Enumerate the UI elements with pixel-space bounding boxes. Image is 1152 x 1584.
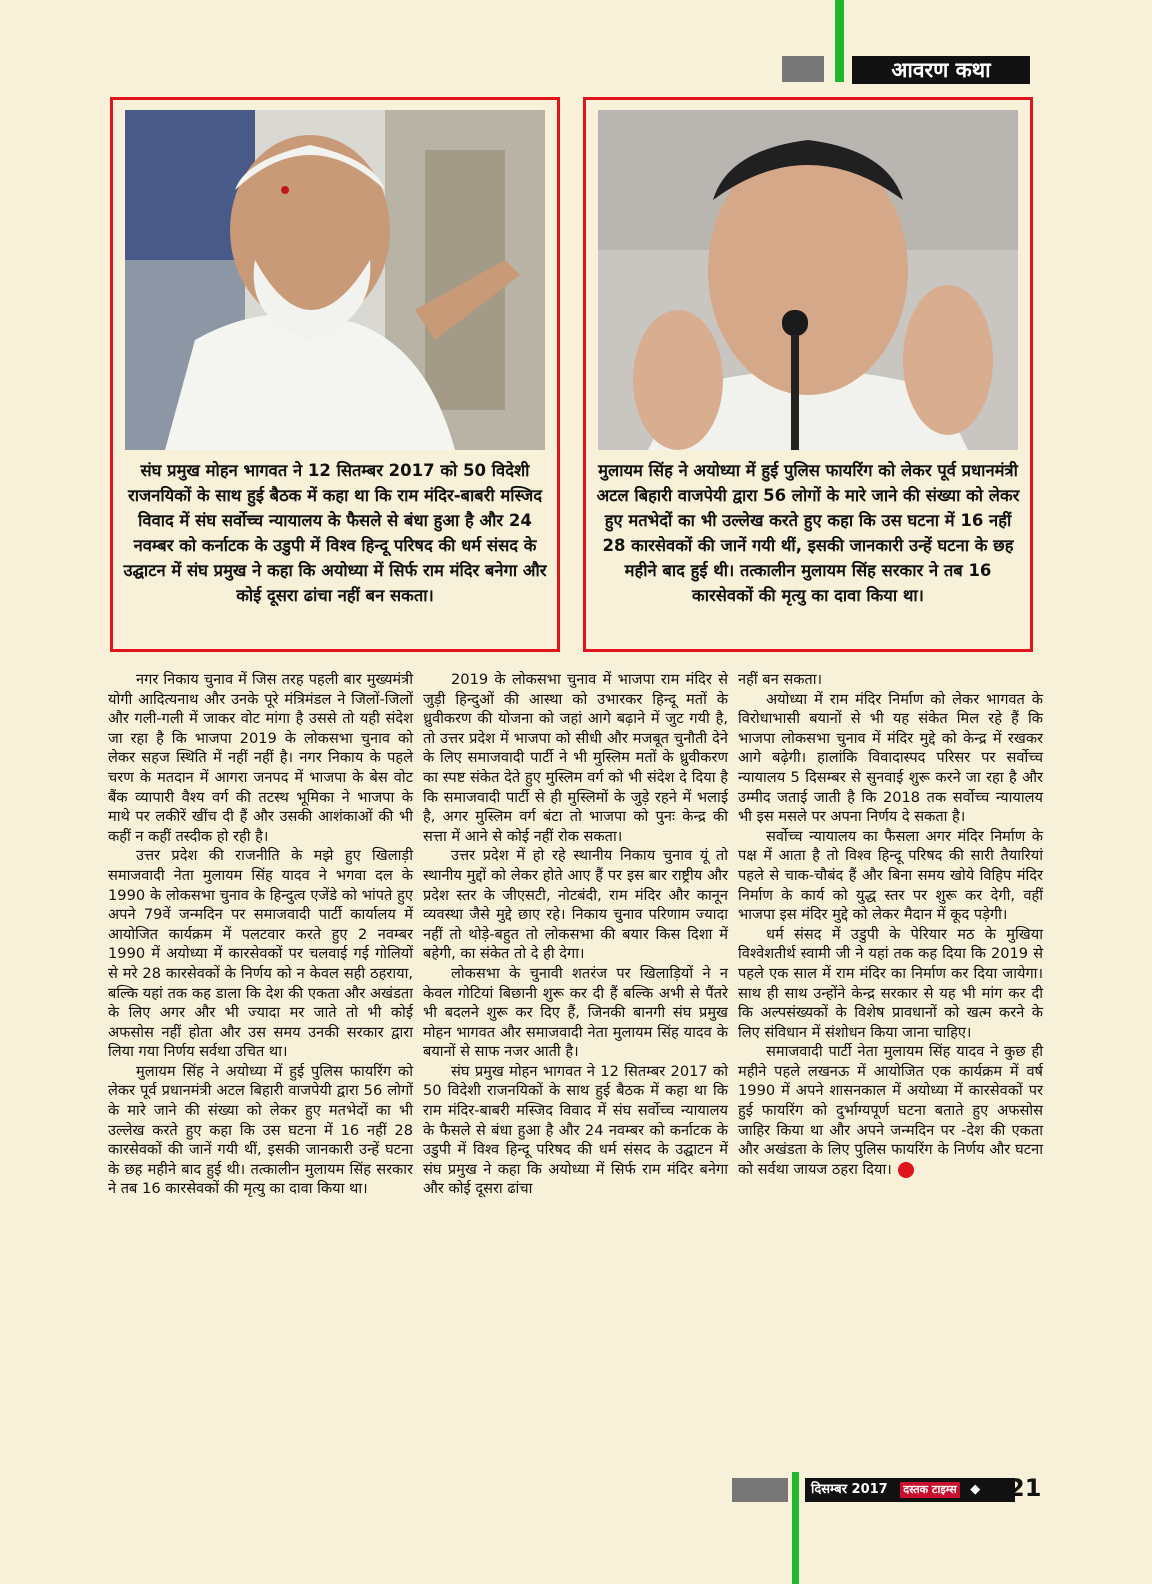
paragraph: संघ प्रमुख मोहन भागवत ने 12 सितम्बर 2017 को 50 विदेशी राजनयिकों के साथ हुई बैठक में कहा था कि राम मंदिर-बाबरी मस्जिद विवाद में संघ सर्वोच्च न्यायालय के फैसले से बंधा हुआ है और 24 नवम्बर को कर्नाटक के उडुपी में विश्व हिन्दू परिषद की धर्म संसद के उद्घाटन में संघ प्रमुख ने कहा कि अयोध्या में सिर्फ राम मंदिर बनेगा और कोई दूसरा ढांचा xyxy=(423,1062,728,1198)
article-column-1 xyxy=(108,670,413,1199)
footer-month: दिसम्बर 2017 xyxy=(811,1482,888,1497)
header-green-rule xyxy=(835,0,844,82)
diamond-icon: ◆ xyxy=(970,1482,981,1497)
paragraph-continued: नहीं बन सकता। xyxy=(738,671,823,688)
article-column-3 xyxy=(738,670,1043,1179)
paragraph: अयोध्या में राम मंदिर निर्माण को लेकर भागवत के विरोधाभासी बयानों से भी यह संकेत मिल रहे हैं कि भाजपा लोकसभा चुनाव में मंदिर मुद्दे को केन्द्र में रखकर आगे बढ़ेगी। हालांकि विवादास्पद परिसर पर सर्वोच्च न्यायालय 5 दिसम्बर से सुनवाई शुरू करने जा रहा है और उम्मीद जताई जाती है कि 2018 तक सर्वोच्च न्यायालय भी इस मसले पर अपना निर्णय दे सकता है। xyxy=(738,690,1043,826)
footer-gray-block xyxy=(732,1478,788,1502)
header-gray-block xyxy=(782,56,824,82)
caption-mulayam: मुलायम सिंह ने अयोध्या में हुई पुलिस फायरिंग को लेकर पूर्व प्रधानमंत्री अटल बिहारी वाजपेयी द्वारा 56 लोगों के मारे जाने की संख्या को लेकर हुए मतभेदों का भी उल्लेख करते हुए कहा कि उस घटना में 16 नहीं 28 कारसेवकों की जानें गयी थीं, इसकी जानकारी उन्हें घटना के छह महीने बाद हुई थी। तत्कालीन मुलायम सिंह सरकार ने तब 16 कारसेवकों की मृत्यु का दावा किया था। xyxy=(596,461,1020,605)
paragraph: 2019 के लोकसभा चुनाव में भाजपा राम मंदिर से जुड़ी हिन्दुओं की आस्था को उभारकर हिन्दू मतों के ध्रुवीकरण की योजना को जहां आगे बढ़ाने में जुट गयी है, तो उत्तर प्रदेश में भाजपा को सीधी और मजबूत चुनौती देने के लिए समाजवादी पार्टी ने भी मुस्लिम मतों के ध्रुवीकरण का स्पष्ट संकेत देते हुए मुस्लिम वर्ग को भी संदेश दे दिया है कि समाजवादी पार्टी से ही मुस्लिमों के जुड़े रहने में भलाई है, अगर मुस्लिम वर्ग बंटा तो भाजपा को पुनः केन्द्र की सत्ता में आने से कोई नहीं रोक सकता। xyxy=(423,671,728,845)
photo-box-mulayam xyxy=(583,97,1033,652)
photo-bhagwat xyxy=(125,110,545,450)
section-title: आवरण कथा xyxy=(852,56,1030,84)
paragraph: उत्तर प्रदेश में हो रहे स्थानीय निकाय चुनाव यूं तो स्थानीय मुद्दों को लेकर होते आए हैं पर इस बार राष्ट्रीय और प्रदेश स्तर के जीएसटी, नोटबंदी, राम मंदिर और कानून व्यवस्था जैसे मुद्दे छाए रहे। निकाय चुनाव परिणाम ज्यादा नहीं तो थोड़े-बहुत तो लोकसभा की बयार किस दिशा में बहेगी, का संकेत तो दे ही देगा। xyxy=(423,847,728,963)
magazine-logo: दस्तक टाइम्स xyxy=(900,1482,959,1498)
end-mark-icon xyxy=(898,1162,914,1178)
article-column-2 xyxy=(423,670,728,1199)
photo-mulayam xyxy=(598,110,1018,450)
caption-bhagwat: संघ प्रमुख मोहन भागवत ने 12 सितम्बर 2017 को 50 विदेशी राजनयिकों के साथ हुई बैठक में कहा था कि राम मंदिर-बाबरी मस्जिद विवाद में संघ सर्वोच्च न्यायालय के फैसले से बंधा हुआ है और 24 नवम्बर को कर्नाटक के उडुपी में विश्व हिन्दू परिषद की धर्म संसद के उद्घाटन में संघ प्रमुख ने कहा कि अयोध्या में सिर्फ राम मंदिर बनेगा और कोई दूसरा ढांचा नहीं बन सकता। xyxy=(123,461,547,605)
paragraph-final-text: समाजवादी पार्टी नेता मुलायम सिंह यादव ने कुछ ही महीने पहले लखनऊ में आयोजित एक कार्यक्रम में वर्ष 1990 में अपने शासनकाल में अयोध्या में कारसेवकों पर हुई फायरिंग को दुर्भाग्यपूर्ण घटना बताते हुए अफसोस जाहिर किया था और अपने जन्मदिन पर -देश की एकता और अखंडता के लिए पुलिस फायरिंग के निर्णय और घटना को सर्वथा जायज ठहरा दिया। xyxy=(738,1043,1043,1178)
paragraph-final xyxy=(738,1042,1043,1179)
paragraph: धर्म संसद में उडुपी के पेरियार मठ के मुखिया विश्वेशतीर्थ स्वामी जी ने यहां तक कह दिया कि 2019 से पहले एक साल में राम मंदिर का निर्माण कर दिया जायेगा। साथ ही साथ उन्होंने केन्द्र सरकार से यह भी मांग कर दी कि अल्पसंख्यकों के विशेष प्रावधानों को खत्म करने के लिए संविधान में संशोधन किया जाना चाहिए। xyxy=(738,925,1043,1041)
paragraph: लोकसभा के चुनावी शतरंज पर खिलाड़ियों ने न केवल गोटियां बिछानी शुरू कर दी हैं बल्कि अभी से पैंतरे भी बदलने शुरू कर दिए हैं, जिनकी बानगी संघ प्रमुख मोहन भागवत और समाजवादी नेता मुलायम सिंह यादव के बयानों से साफ नजर आती है। xyxy=(423,964,728,1061)
paragraph: नगर निकाय चुनाव में जिस तरह पहली बार मुख्यमंत्री योगी आदित्यनाथ और उनके पूरे मंत्रिमंडल ने जिलों-जिलों और गली-गली में जाकर वोट मांगा है उससे तो यही संदेश जा रहा है कि भाजपा 2019 के लोकसभा चुनाव को लेकर सहज स्थिति में नहीं नहीं है। नगर निकाय के पहले चरण के मतदान में आगरा जनपद में भाजपा के बेस वोट बैंक व्यापारी वैश्य वर्ग की तटस्थ भूमिका ने भाजपा के माथे पर लकीरें खींच दी हैं और उसकी आशंकाओं की भी कहीं न कहीं तस्दीक हो रही है। xyxy=(108,671,413,845)
footer-bar xyxy=(805,1478,1015,1502)
mulayam-image xyxy=(598,110,1018,450)
paragraph: सर्वोच्च न्यायालय का फैसला अगर मंदिर निर्माण के पक्ष में आता है तो विश्व हिन्दू परिषद की सारी तैयारियां पहले से चाक-चौबंद हैं और बिना समय खोये विहिप मंदिर निर्माण के कार्य को युद्ध स्तर पर शुरू कर देगी, वहीं भाजपा इस मंदिर मुद्दे को लेकर मैदान में कूद पड़ेगी। xyxy=(738,827,1043,924)
bhagwat-image xyxy=(125,110,545,450)
footer-green-rule xyxy=(792,1472,799,1584)
photo-box-bhagwat xyxy=(110,97,560,652)
page-number: 21 xyxy=(1008,1474,1042,1502)
paragraph: मुलायम सिंह ने अयोध्या में हुई पुलिस फायरिंग को लेकर पूर्व प्रधानमंत्री अटल बिहारी वाजपेयी द्वारा 56 लोगों के मारे जाने की संख्या को लेकर हुए मतभेदों का भी उल्लेख करते हुए कहा कि उस घटना में 16 नहीं 28 कारसेवकों की जानें गयी थीं, इसकी जानकारी उन्हें घटना के छह महीने बाद हुई थी। तत्कालीन मुलायम सिंह सरकार ने तब 16 कारसेवकों की मृत्यु का दावा किया था। xyxy=(108,1062,413,1198)
paragraph: उत्तर प्रदेश की राजनीति के मझे हुए खिलाड़ी समाजवादी नेता मुलायम सिंह यादव ने भगवा दल के 1990 के लोकसभा चुनाव के हिन्दुत्व एजेंडे को भांपते हुए अपने 79वें जन्मदिन पर समाजवादी पार्टी कार्यालय में आयोजित कार्यक्रम में पलटवार करते हुए 2 नवम्बर 1990 में अयोध्या में कारसेवकों पर चलवाई गई गोलियों से मरे 28 कारसेवकों के निर्णय को न केवल सही ठहराया, बल्कि यहां तक कह डाला कि देश की एकता और अखंडता के लिए अगर और भी ज्यादा मर जाते तो भी कोई अफसोस नहीं होता और उस समय उनकी सरकार द्वारा लिया गया निर्णय सर्वथा उचित था। xyxy=(108,847,413,1061)
